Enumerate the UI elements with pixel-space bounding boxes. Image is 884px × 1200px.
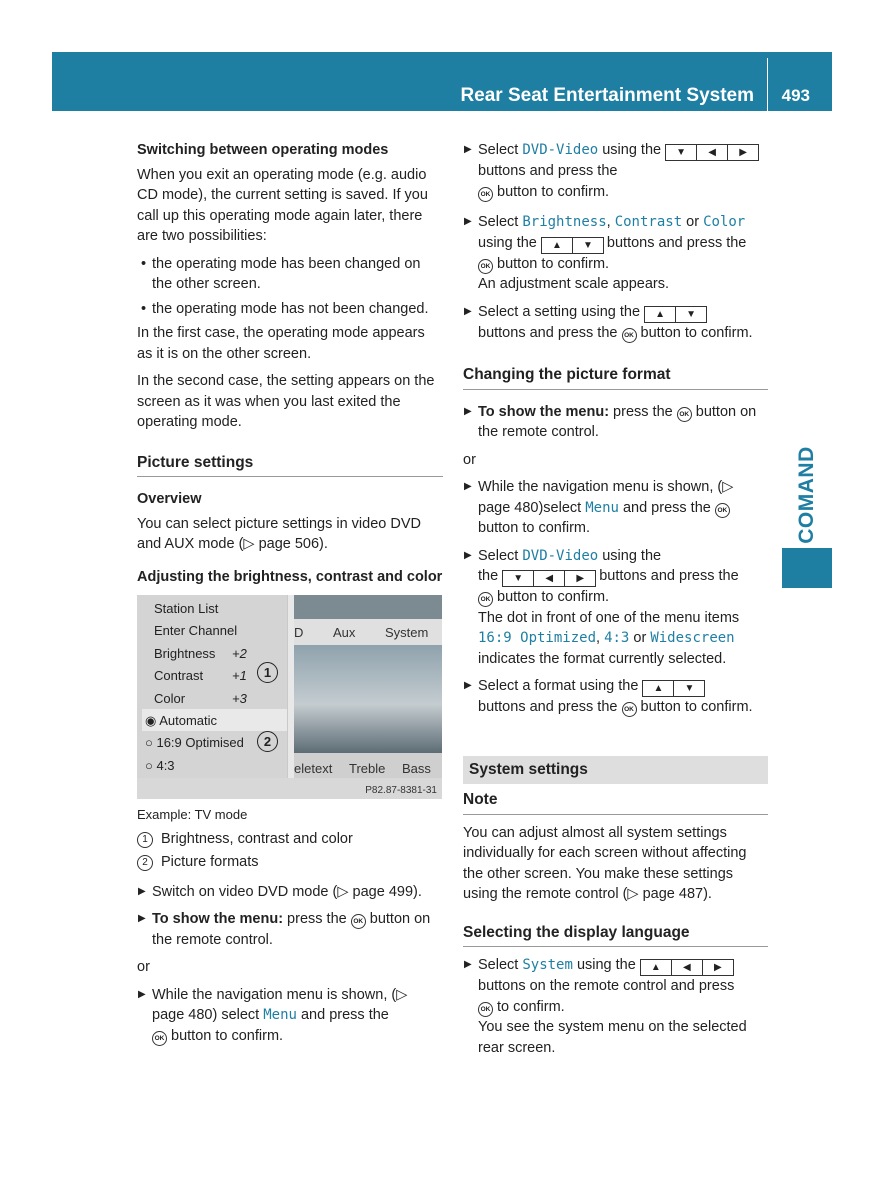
right-key-icon: ▶ [564,570,596,587]
ok-button-icon: OK [478,592,493,607]
menu-item: Color [154,691,186,706]
paragraph: You can adjust almost all system settings individually for each screen without affecting the other screen. You make these settings using the remote control (▷ page 487). [463,824,747,902]
menu-item: Contrast [154,668,204,683]
instruction-step: ▶ Select DVD-Video using the ▼ ◀ ▶ buttons and press the OK button to confirm. [463,140,768,202]
menu-item: Station List [154,601,219,616]
instruction-step: ▶ While the navigation menu is shown, (▷ page 480)select Menu and press the OK button to confirm. [464,479,734,536]
menu-item: Brightness [154,646,216,661]
down-key-icon: ▼ [665,144,697,161]
right-key-icon: ▶ [702,959,734,976]
page-header [52,52,832,111]
instruction-step: ▶ Select DVD-Video using the the ▼ ◀ ▶ buttons and press the OK button to confirm. The dot in front of one of the menu items 16:9 Optimized, 4:3 or Widescreen indicates the format currently selected. [464,547,740,667]
ok-button-icon: OK [622,702,637,717]
paragraph: In the second case, the setting appears on the screen as it was when you last exited the operating mode. [137,373,435,430]
tv-mode-screenshot [137,595,442,799]
section-title-picture-settings: Picture settings [137,453,443,478]
up-key-icon: ▲ [644,306,676,323]
legend-item: 2 Picture formats [137,852,443,873]
screen-tab: D [294,625,304,640]
down-key-icon: ▼ [673,680,705,697]
ok-button-icon: OK [478,187,493,202]
left-column [137,140,443,1053]
instruction-step: ▶ Switch on video DVD mode (▷ page 499). [138,883,422,900]
paragraph: In the first case, the operating mode appears as it is on the other screen. [137,325,425,362]
subsection-title-adjusting: Adjusting the brightness, contrast and color [137,568,443,585]
chapter-tab-label: COMAND [794,446,818,544]
right-key-icon: ▶ [727,144,759,161]
subsection-title-note: Note [463,790,768,815]
menu-item: Enter Channel [154,623,238,638]
section-title-system-settings: System settings [463,756,768,785]
ok-button-icon: OK [152,1031,167,1046]
figure-caption: Example: TV mode [137,807,248,822]
menu-value: +2 [232,646,247,661]
ok-button-icon: OK [622,328,637,343]
ok-button-icon: OK [351,914,366,929]
up-key-icon: ▲ [642,680,674,697]
screen-tab: Aux [333,625,356,640]
left-key-icon: ◀ [696,144,728,161]
instruction-step: ▶ Select a format using the ▲ ▼ buttons and press the OK button to confirm. [464,678,753,715]
chapter-tab-bar [782,548,832,588]
header-separator [767,58,768,111]
right-column [463,140,768,1065]
paragraph: When you exit an operating mode (e.g. audio CD mode), the current setting is saved. If you call up this operating mode again later, there are two possibilities: [137,166,428,244]
screen-tab: Treble [349,761,386,776]
menu-item: ◉ Automatic [145,713,218,728]
ok-button-icon: OK [478,1002,493,1017]
menu-value: +1 [232,668,247,683]
or-separator: or [137,959,150,975]
ok-button-icon: OK [478,259,493,274]
menu-item: ○ 16:9 Optimised [145,735,244,750]
screen-tab: System [385,625,429,640]
instruction-step: ▶ Select Brightness, Contrast or Color using the ▲ ▼ buttons and press the OK button to confirm. An adjustment scale appears. [464,214,747,292]
bullet-item: • the operating mode has been changed on the other screen. [141,255,421,292]
page-title: Rear Seat Entertainment System [460,84,754,106]
subsection-title-overview: Overview [137,491,202,507]
instruction-step: ▶ While the navigation menu is shown, (▷ page 480) select Menu and press the OK button to confirm. [138,986,408,1044]
legend-item: 1 Brightness, contrast and color [137,829,443,850]
section-title-picture-format: Changing the picture format [463,365,768,390]
ok-button-icon: OK [715,503,730,518]
menu-item: ○ 4:3 [145,758,175,773]
instruction-step: ▶ To show the menu: press the OK button on the remote control. [464,403,757,440]
callout-1: 1 [257,662,278,683]
down-key-icon: ▼ [675,306,707,323]
instruction-step: ▶ To show the menu: press the OK button on the remote control. [138,911,431,948]
callout-2: 2 [257,731,278,752]
down-key-icon: ▼ [572,237,604,254]
paragraph: You can select picture settings in video DVD and AUX mode (▷ page 506). [137,515,421,552]
subsection-title-language: Selecting the display language [463,923,768,948]
video-preview [294,595,442,778]
up-key-icon: ▲ [541,237,573,254]
screen-tab: eletext [294,761,333,776]
section-title-switching: Switching between operating modes [137,142,389,158]
instruction-step: ▶ Select System using the ▲ ◀ ▶ buttons on the remote control and press OK to confirm. You see the system menu on the selected rear screen. [464,957,747,1056]
up-key-icon: ▲ [640,959,672,976]
page-number: 493 [781,85,810,105]
or-separator: or [463,451,476,468]
image-reference-code: P82.87-8381-31 [365,785,437,796]
left-key-icon: ◀ [671,959,703,976]
chapter-tab [782,440,832,588]
ok-button-icon: OK [677,407,692,422]
menu-value: +3 [232,691,247,706]
instruction-step: ▶ Select a setting using the ▲ ▼ buttons and press the OK button to confirm. [464,303,753,341]
down-key-icon: ▼ [502,570,534,587]
left-key-icon: ◀ [533,570,565,587]
screen-tab: Bass [402,761,431,776]
bullet-item: • the operating mode has not been changed. [141,300,429,317]
